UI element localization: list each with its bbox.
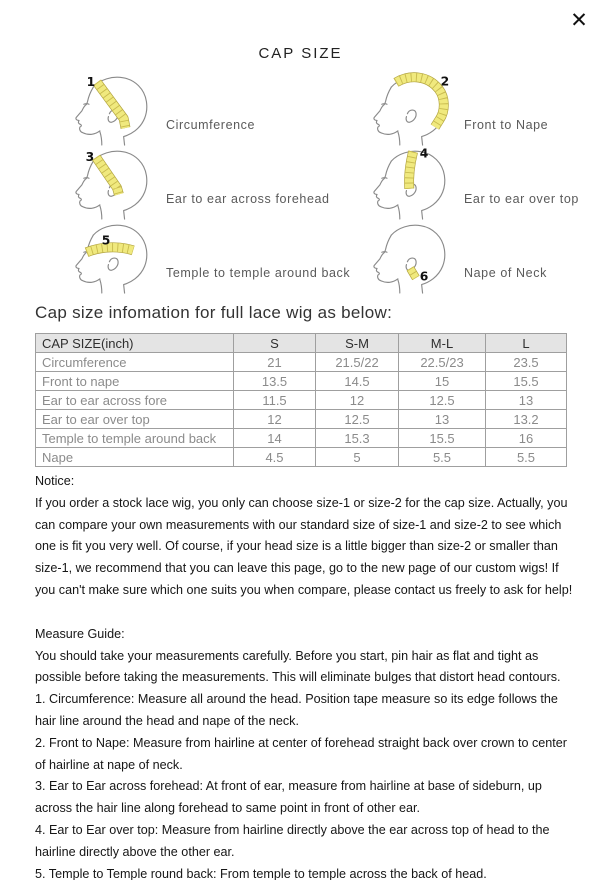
close-icon: ✕ xyxy=(570,8,588,32)
measure-guide-step-3: 3. Ear to Ear across forehead: At front of ear, measure from hairline at base of sideburn, up across the hair line along forehead to same point in front of other ear. xyxy=(35,779,542,816)
cell-value: 12 xyxy=(234,410,316,429)
cell-value: 15.3 xyxy=(316,429,399,448)
diagram-ear-to-ear-forehead xyxy=(55,146,353,220)
diagram-nape-of-neck xyxy=(353,220,579,294)
cell-value: 13.5 xyxy=(234,372,316,391)
table-row xyxy=(36,448,567,467)
column-header-s: S xyxy=(234,334,316,353)
cell-value: 21.5/22 xyxy=(316,353,399,372)
info-text xyxy=(35,471,573,880)
diagram-number: 4 xyxy=(419,146,429,161)
cell-value: 12 xyxy=(316,391,399,410)
column-header-s-m: S-M xyxy=(316,334,399,353)
column-header-cap-size: CAP SIZE(inch) xyxy=(36,334,234,353)
diagram-number: 6 xyxy=(419,269,429,284)
cell-value: 4.5 xyxy=(234,448,316,467)
measure-guide-step-2: 2. Front to Nape: Measure from hairline at center of forehead straight back over crown to center of hairline at nape of neck. xyxy=(35,735,567,772)
cap-size-table xyxy=(35,333,567,467)
head-diagram-2-image xyxy=(353,72,458,146)
diagram-label: Temple to temple around back xyxy=(166,266,351,280)
cell-value: 13.2 xyxy=(486,410,567,429)
diagram-circumference xyxy=(55,72,353,146)
page-title: CAP SIZE xyxy=(258,45,343,62)
notice-title: Notice: xyxy=(35,474,75,488)
diagram-label: Circumference xyxy=(166,118,256,132)
diagram-front-to-nape xyxy=(353,72,579,146)
cell-value: 13 xyxy=(399,410,486,429)
cell-value: 14 xyxy=(234,429,316,448)
head-diagram-4-image xyxy=(353,146,458,220)
head-diagram-3-image xyxy=(55,146,160,220)
cell-value: 12.5 xyxy=(399,391,486,410)
cell-value: 15 xyxy=(399,372,486,391)
cell-value: 23.5 xyxy=(486,353,567,372)
head-diagram-6-image xyxy=(353,220,458,294)
tape-measure-graphic xyxy=(97,82,125,128)
cell-value: 5.5 xyxy=(486,448,567,467)
diagram-label: Ear to ear across forehead xyxy=(166,192,330,206)
diagram-label: Front to Nape xyxy=(464,118,549,132)
diagram-number: 1 xyxy=(86,75,96,90)
diagram-number: 5 xyxy=(101,233,111,248)
cell-value: 13 xyxy=(486,391,567,410)
cell-value: 15.5 xyxy=(486,372,567,391)
cell-value: 21 xyxy=(234,353,316,372)
cell-value: 22.5/23 xyxy=(399,353,486,372)
row-label: Circumference xyxy=(36,353,234,372)
cell-value: 15.5 xyxy=(399,429,486,448)
diagram-label: Nape of Neck xyxy=(464,266,547,280)
row-label: Nape xyxy=(36,448,234,467)
measure-guide-title: Measure Guide: xyxy=(35,626,125,641)
tape-measure-graphic xyxy=(96,157,119,194)
table-header-row xyxy=(36,334,567,353)
diagram-number: 3 xyxy=(85,150,95,165)
diagram-ear-to-ear-over-top xyxy=(353,146,579,220)
row-label: Front to nape xyxy=(36,372,234,391)
head-diagram-1-image xyxy=(55,72,160,146)
column-header-m-l: M-L xyxy=(399,334,486,353)
cell-value: 12.5 xyxy=(316,410,399,429)
notice-body: If you order a stock lace wig, you only can choose size-1 or size-2 for the cap size. Actually, you can compare your own measurements with our standard size of size-1 and size-2 to see which one is fit you very well. Of course, if your head size is a little bigger than size-2 or smaller than size-1, we recommend that you can leave this page, go to the new page of our custom wigs! If you can't make sure which one suits you when compare, please contact us freely to ask for help! xyxy=(35,495,573,597)
column-header-l: L xyxy=(486,334,567,353)
row-label: Temple to temple around back xyxy=(36,429,234,448)
measurement-diagrams xyxy=(55,72,579,294)
measure-guide-step-1: 1. Circumference: Measure all around the head. Position tape measure so its edge follows the hair line around the head and nape of the neck. xyxy=(35,692,558,728)
cell-value: 14.5 xyxy=(316,372,399,391)
measure-guide-step-4: 4. Ear to Ear over top: Measure from hairline directly above the ear across top of head to the hairline directly above the other ear. xyxy=(35,822,550,859)
table-row xyxy=(36,410,567,429)
tape-measure-graphic xyxy=(87,247,133,252)
tape-measure-graphic xyxy=(410,268,416,277)
measure-guide-intro: You should take your measurements carefully. Before you start, pin hair as flat and tight as possible before taking the measurements. This will eliminate bulges that distort head contours. xyxy=(35,648,561,685)
table-row xyxy=(36,353,567,372)
cell-value: 11.5 xyxy=(234,391,316,410)
table-row xyxy=(36,372,567,391)
table-row xyxy=(36,391,567,410)
head-diagram-5-image xyxy=(55,220,160,294)
diagram-number: 2 xyxy=(440,74,450,89)
close-button[interactable] xyxy=(565,6,593,34)
cell-value: 5 xyxy=(316,448,399,467)
table-row xyxy=(36,429,567,448)
diagram-temple-to-temple xyxy=(55,220,353,294)
row-label: Ear to ear over top xyxy=(36,410,234,429)
measure-guide-step-5: 5. Temple to Temple round back: From temple to temple across the back of head. xyxy=(35,866,487,880)
row-label: Ear to ear across fore xyxy=(36,391,234,410)
cell-value: 16 xyxy=(486,429,567,448)
tape-measure-graphic xyxy=(409,152,413,189)
diagram-label: Ear to ear over top xyxy=(464,192,579,206)
cell-value: 5.5 xyxy=(399,448,486,467)
tape-measure-graphic xyxy=(396,77,444,127)
size-table-heading: Cap size infomation for full lace wig as below: xyxy=(35,303,393,322)
